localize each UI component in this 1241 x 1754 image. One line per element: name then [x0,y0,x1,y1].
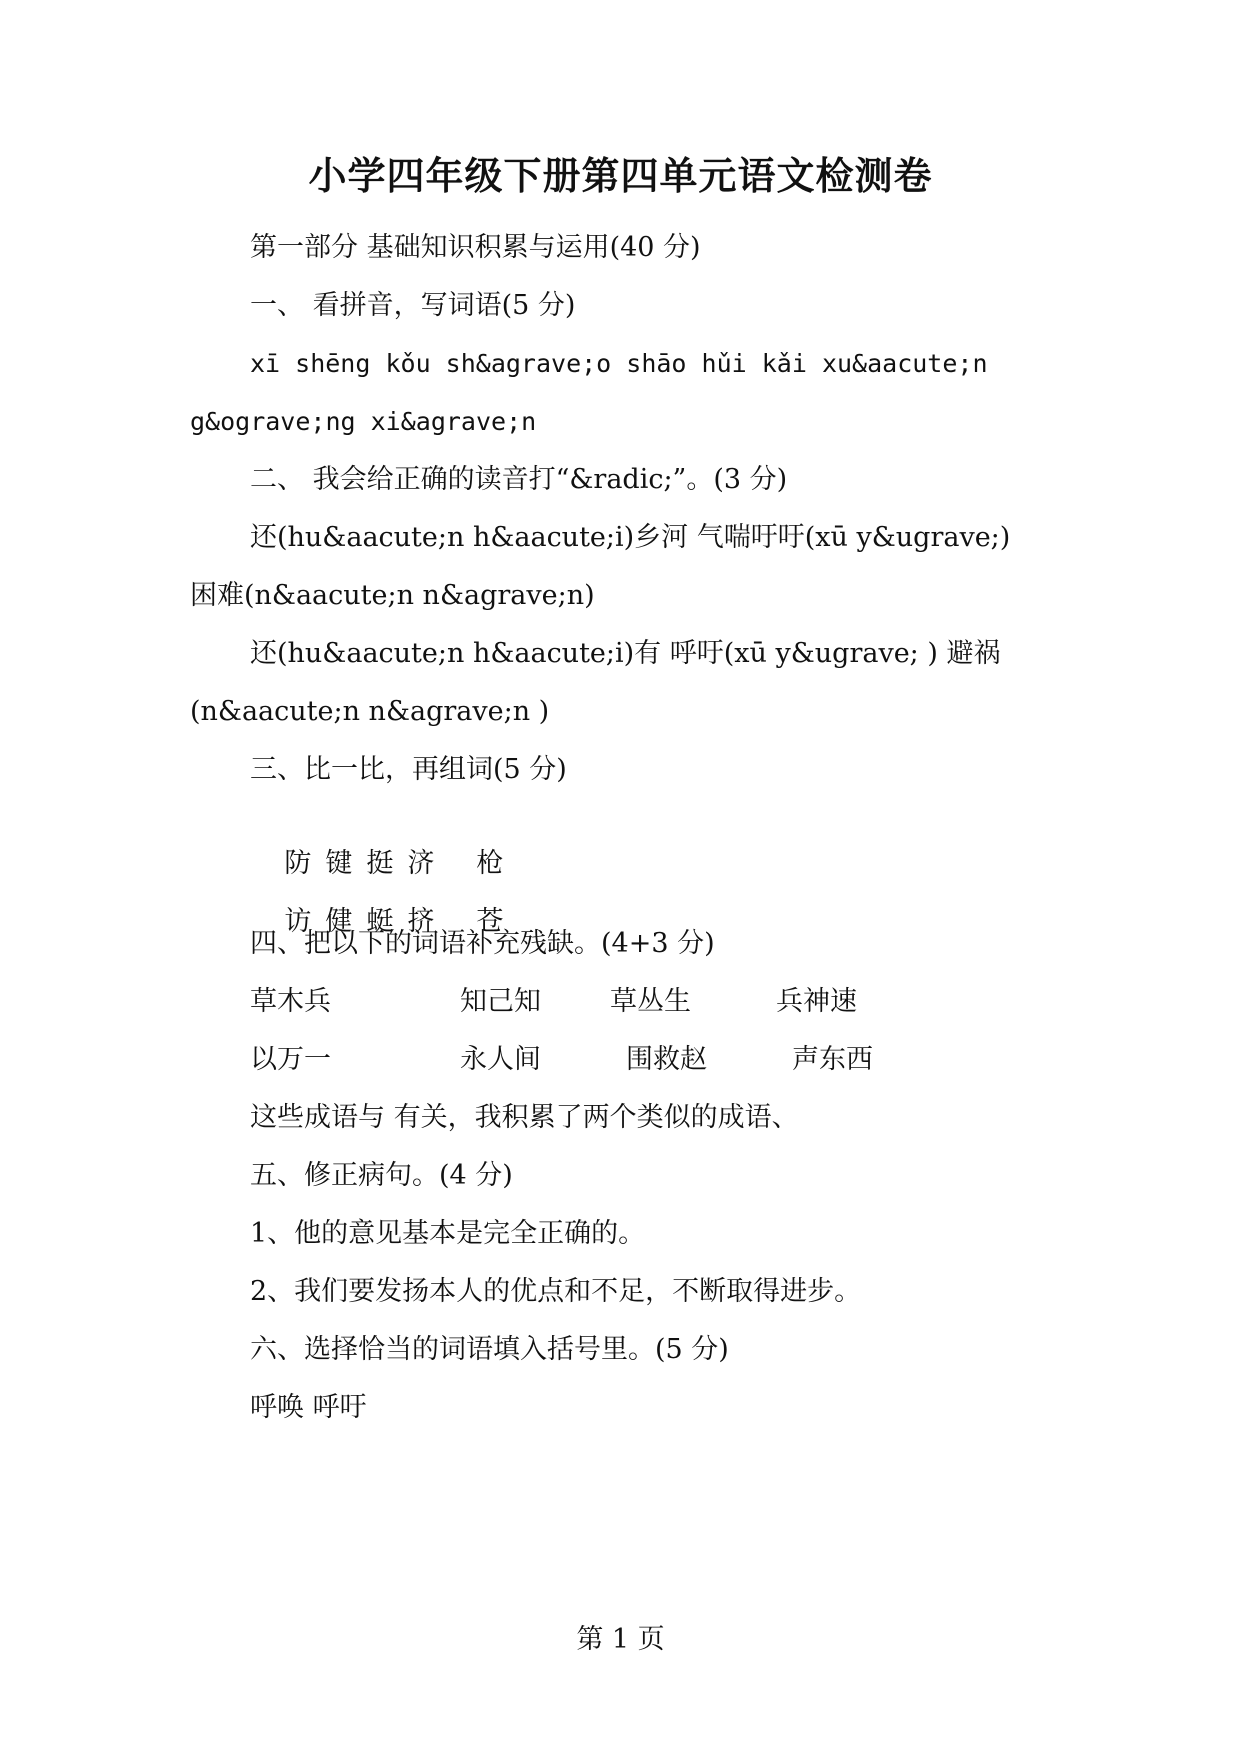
q4-idiom: 声东西 [792,1044,873,1075]
q3-char: 枪 [476,848,504,879]
q4-idiom: 草丛生 [610,986,691,1017]
q1-pinyin-line-1: xī shēng kǒu sh&agrave;o shāo hǔi kǎi xu&aacute;n [250,349,988,378]
q3-char: 蜓 [366,906,394,937]
q4-idiom: 草木兵 [250,986,331,1017]
q5-sentence-2: 2、我们要发扬本人的优点和不足，不断取得进步。 [250,1276,862,1307]
part-heading: 第一部分 基础知识积累与运用(40 分) [250,232,701,263]
q4-note: 这些成语与 有关，我积累了两个类似的成语、 [250,1102,799,1133]
q5-heading: 五、修正病句。(4 分) [250,1160,513,1191]
q3-char: 挺 [366,848,394,879]
q6-word-options: 呼唤 呼吁 [250,1392,367,1423]
q3-char: 苍 [476,906,504,937]
q3-char: 健 [325,906,353,937]
q3-char: 访 [284,906,312,937]
q4-idiom: 知己知 [460,986,541,1017]
q5-sentence-1: 1、他的意见基本是完全正确的。 [250,1218,646,1249]
q3-char: 挤 [407,906,435,937]
q3-char: 济 [407,848,435,879]
q2-line-4: (n&aacute;n n&agrave;n ) [190,696,550,727]
q4-idiom: 围救赵 [626,1044,707,1075]
q2-line-3: 还(hu&aacute;n h&aacute;i)有 呼吁(xū y&ugrave; ) 避祸 [250,638,1001,669]
q1-heading: 一、 看拼音，写词语(5 分) [250,290,576,321]
q4-idiom: 永人间 [460,1044,541,1075]
q4-idiom: 以万一 [250,1044,331,1075]
q2-heading: 二、 我会给正确的读音打“&radic;”。(3 分) [250,464,788,495]
page-number: 第 1 页 [576,1624,665,1655]
q3-heading: 三、比一比，再组词(5 分) [250,754,567,785]
page-title: 小学四年级下册第四单元语文检测卷 [308,153,933,198]
q2-line-1: 还(hu&aacute;n h&aacute;i)乡河 气喘吁吁(xū y&ugrave;) [250,522,1011,553]
q1-pinyin-line-2: g&ograve;ng xi&agrave;n [190,407,537,436]
q3-char: 键 [325,848,353,879]
q2-line-2: 困难(n&aacute;n n&agrave;n) [190,580,595,611]
q4-idiom: 兵神速 [776,986,857,1017]
q6-heading: 六、选择恰当的词语填入括号里。(5 分) [250,1334,729,1365]
q4-heading: 四、把以下的词语补充残缺。(4+3 分) [250,928,715,959]
q3-char: 防 [284,848,312,879]
